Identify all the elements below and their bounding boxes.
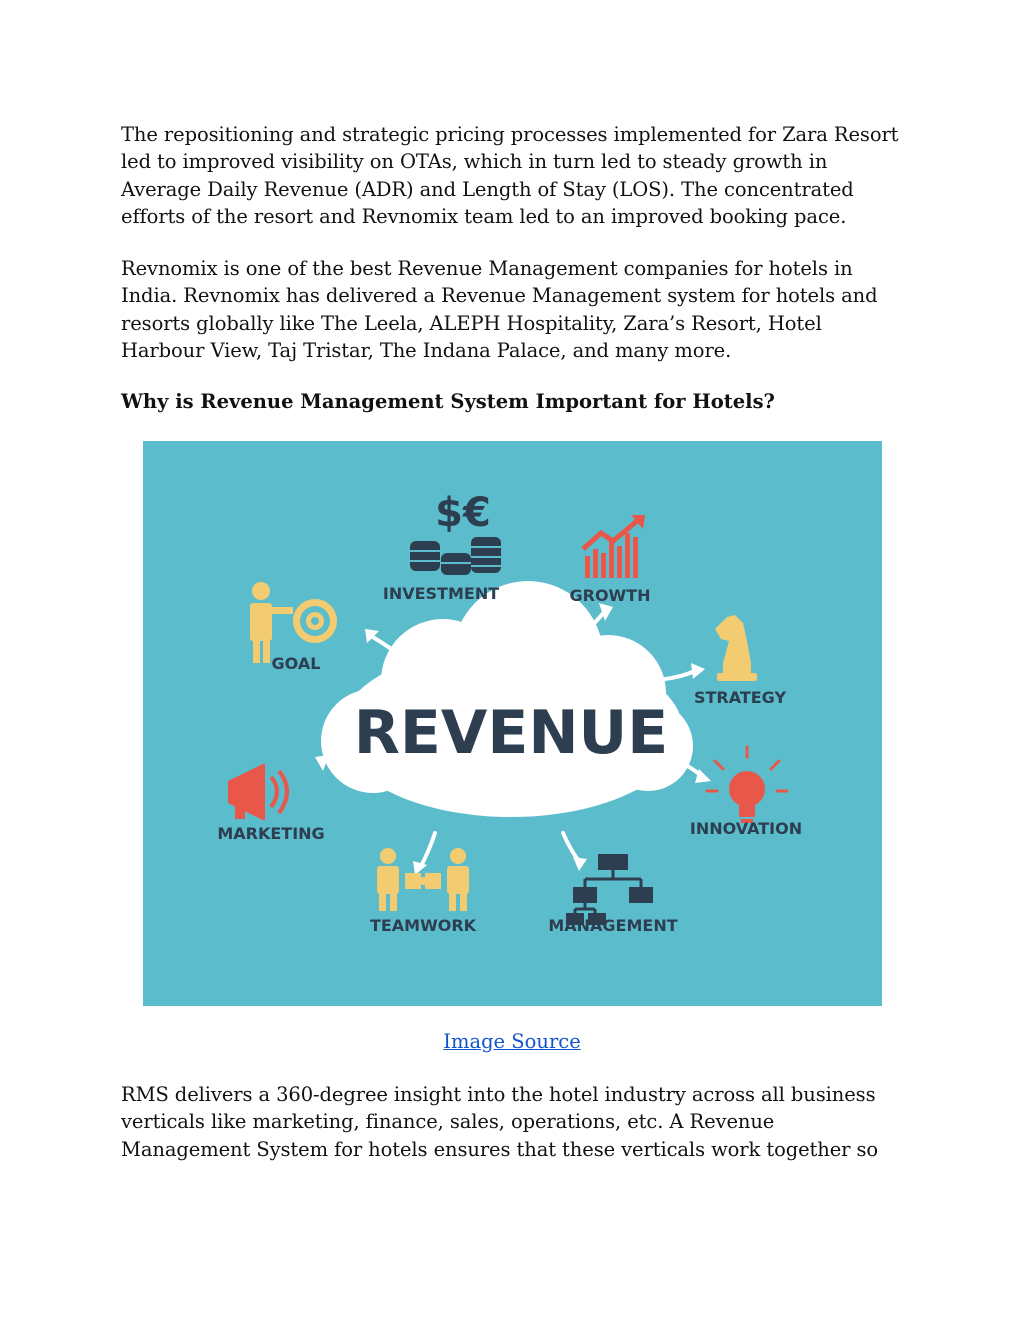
currency-label: $€ bbox=[435, 490, 491, 536]
management-label: MANAGEMENT bbox=[548, 916, 678, 935]
investment-label: INVESTMENT bbox=[382, 584, 500, 603]
revenue-infographic bbox=[143, 441, 882, 1006]
strategy-label: STRATEGY bbox=[693, 688, 787, 707]
revenue-label: REVENUE bbox=[353, 698, 669, 768]
teamwork-label: TEAMWORK bbox=[369, 916, 477, 935]
intro-paragraph: The repositioning and strategic pricing processes implemented for Zara Resort led to improved visibility on OTAs, which in turn led to steady growth in Average Daily Revenue (ADR) and Length of Stay (LOS). The concentrated efforts of the resort and Revnomix team led to an improved booking pace. bbox=[121, 123, 899, 229]
image-source-link[interactable]: Image Source bbox=[443, 1030, 581, 1053]
goal-label: GOAL bbox=[271, 654, 321, 673]
growth-label: GROWTH bbox=[569, 586, 651, 605]
image-source-container bbox=[0, 1028, 1024, 1055]
section-heading: Why is Revenue Management System Important for Hotels? bbox=[121, 390, 775, 413]
revnomix-paragraph: Revnomix is one of the best Revenue Management companies for hotels in India. Revnomix has delivered a Revenue Management system for hotels and resorts globally like The Leela, ALEPH Hospitality, Zara’s Resort, Hotel Harbour View, Taj Tristar, The Indana Palace, and many more. bbox=[121, 257, 878, 363]
marketing-label: MARKETING bbox=[217, 824, 325, 843]
innovation-label: INNOVATION bbox=[689, 819, 803, 838]
rms-paragraph: RMS delivers a 360-degree insight into the hotel industry across all business verticals like marketing, finance, sales, operations, etc. A Revenue Management System for hotels ensures that these verticals work together so bbox=[121, 1083, 879, 1161]
